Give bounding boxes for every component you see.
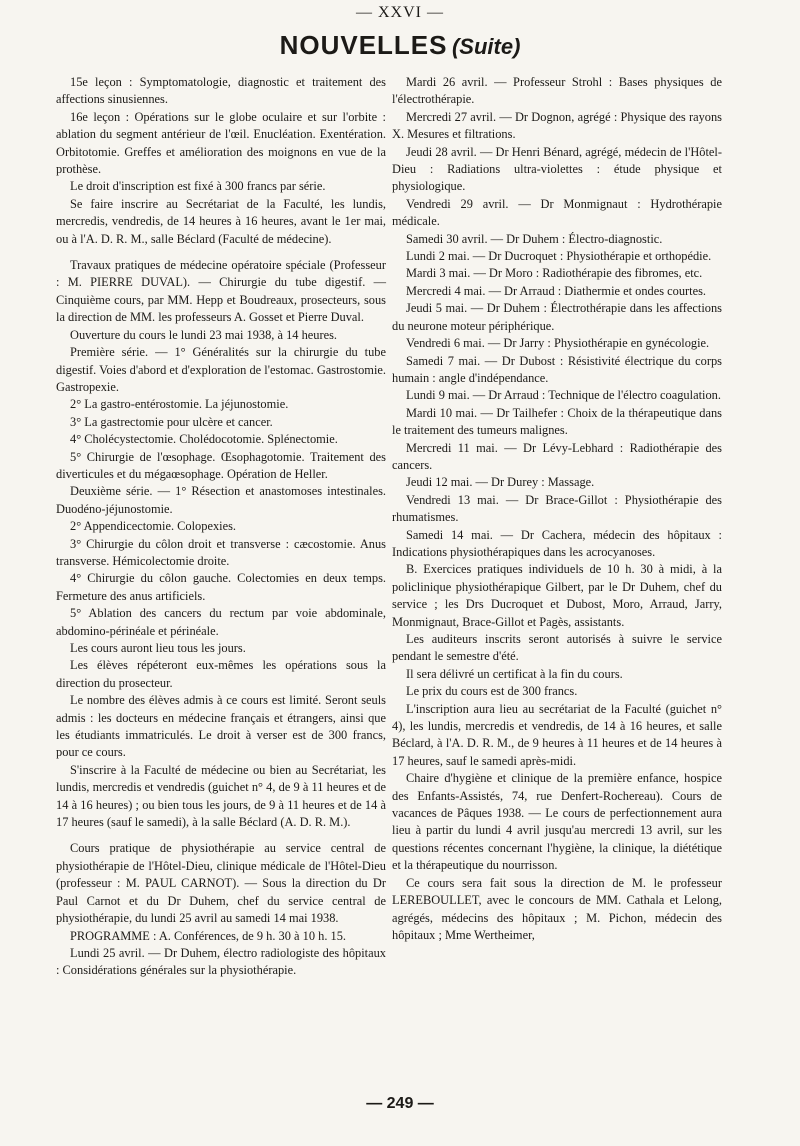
paragraph: Vendredi 29 avril. — Dr Monmignaut : Hydrothérapie médicale.	[392, 196, 722, 229]
paragraph: 2° La gastro-entérostomie. La jéjunostomie.	[70, 397, 289, 412]
paragraph: 5° Ablation des cancers du rectum par voie abdominale, abdomino-périnéale et périnéale.	[56, 606, 386, 638]
paragraph: Le droit d'inscription est fixé à 300 francs par série.	[70, 179, 326, 194]
paragraph: Samedi 30 avril. — Dr Duhem : Électro-diagnostic.	[406, 231, 663, 246]
paragraph: Le prix du cours est de 300 francs.	[406, 684, 578, 699]
paragraph: Le nombre des élèves admis à ce cours est limité. Seront seuls admis : les docteurs en médecine français et étrangers, ainsi que les étudiants immatriculés. Le droit à verser est de 300 francs, pour ce cours.	[56, 693, 386, 760]
page-title: NOUVELLES	[279, 30, 448, 60]
paragraph: 4° Cholécystectomie. Cholédocotomie. Splénectomie.	[70, 432, 338, 447]
paragraph: Il sera délivré un certificat à la fin du cours.	[406, 666, 623, 681]
paragraph: Samedi 7 mai. — Dr Dubost : Résistivité électrique du corps humain : angle d'indépendance.	[392, 353, 722, 385]
paragraph: Deuxième série. — 1° Résection et anastomoses intestinales. Duodéno-jéjunostomie.	[56, 484, 386, 516]
paragraph: B. Exercices pratiques individuels de 10 h. 30 à midi, à la policlinique physiothérapique Gilbert, par le Dr Duhem, chef du service ; les Drs Ducroquet et Dubost, Moro, Arraud, Jarry, Monmignaut, Brace-Gillot et Pagès, assistants.	[392, 562, 722, 629]
page-number: — 249 —	[366, 1095, 434, 1112]
paragraph: Lundi 2 mai. — Dr Ducroquet : Physiothérapie et orthopédie.	[406, 249, 712, 264]
section-heading-paragraph: Travaux pratiques de médecine opératoire spéciale (Professeur : M. PIERRE DUVAL). — Chirurgie du tube digestif. — Cinquième cours, par MM. Hepp et Boudreaux, prosecteurs, sous la direction de MM. les professeurs A. Gosset et Pierre Duval.	[56, 258, 386, 325]
paragraph: Mardi 26 avril. — Professeur Strohl : Bases physiques de l'électrothérapie.	[392, 75, 722, 107]
paragraph: Les élèves répéteront eux-mêmes les opérations sous la direction du prosecteur.	[56, 658, 386, 690]
paragraph: Mardi 10 mai. — Dr Tailhefer : Choix de la thérapeutique dans le traitement des tumeurs malignes.	[392, 405, 722, 438]
paragraph: Jeudi 28 avril. — Dr Henri Bénard, agrégé, médecin de l'Hôtel-Dieu : Radiations ultra-violettes : étude physique et physiologique.	[392, 144, 722, 194]
roman-page-number: — XXVI —	[356, 4, 444, 21]
paragraph: 16e leçon : Opérations sur le globe oculaire et sur l'orbite : ablation du segment antérieur de l'œil. Enucléation. Exentération. Orbitotomie. Greffes et amélioration des moignons en vue de la prothèse.	[56, 109, 386, 177]
paragraph: Mardi 3 mai. — Dr Moro : Radiothérapie des fibromes, etc.	[406, 266, 703, 281]
paragraph: Mercredi 4 mai. — Dr Arraud : Diathermie et ondes courtes.	[406, 283, 707, 298]
paragraph: Première série. — 1° Généralités sur la chirurgie du tube digestif. Voies d'abord et d'exploration de l'estomac. Gastrostomie. Gastropexie.	[56, 345, 386, 394]
paragraph: Les cours auront lieu tous les jours.	[70, 641, 246, 655]
paragraph: Mercredi 11 mai. — Dr Lévy-Lebhard : Radiothérapie des cancers.	[392, 440, 722, 472]
paragraph: 3° Chirurgie du côlon droit et transverse : cæcostomie. Anus transverse. Hémicolectomie droite.	[56, 536, 386, 568]
paragraph: Mercredi 27 avril. — Dr Dognon, agrégé : Physique des rayons X. Mesures et filtrations.	[392, 109, 722, 142]
paragraph: 4° Chirurgie du côlon gauche. Colectomies en deux temps. Fermeture des anus artificiels.	[56, 571, 386, 603]
paragraph: Jeudi 5 mai. — Dr Duhem : Électrothérapie dans les affections du neurone moteur périphérique.	[392, 301, 722, 333]
section-heading-paragraph: Cours pratique de physiothérapie au service central de physiothérapie de l'Hôtel-Dieu, clinique médicale de l'Hôtel-Dieu (professeur : M. PAUL CARNOT). — Sous la direction du Dr Paul Carnot et du Dr Duhem, chef du service central de physiothérapie, du lundi 25 avril au samedi 14 mai 1938.	[56, 841, 386, 926]
left-column	[56, 74, 386, 980]
right-column	[392, 74, 722, 944]
paragraph: Lundi 9 mai. — Dr Arraud : Technique de l'électro coagulation.	[406, 388, 721, 403]
paragraph: 15e leçon : Symptomatologie, diagnostic et traitement des affections sinusiennes.	[56, 75, 386, 107]
paragraph: PROGRAMME : A. Conférences, de 9 h. 30 à 10 h. 15.	[70, 928, 347, 943]
paragraph: L'inscription aura lieu au secrétariat de la Faculté (guichet n° 4), les lundis, mercredis et vendredis, de 14 à 16 heures, et salle Béclard, à l'A. D. R. M., de 9 heures à 11 heures et de 14 heures à 17 heures, sauf le samedi après-midi.	[392, 701, 722, 768]
page-header	[0, 30, 800, 61]
paragraph: S'inscrire à la Faculté de médecine ou bien au Secrétariat, les lundis, mercredis et vendredis (guichet n° 4, de 9 à 11 heures et de 14 à 16 heures) ; ou bien tous les jours, de 9 à 11 heures et de 14 à 17 heures (sauf le samedi), à la salle Béclard (A. D. R. M.).	[56, 762, 386, 830]
section-heading-paragraph: Chaire d'hygiène et clinique de la première enfance, hospice des Enfants-Assistés, 74, rue Denfert-Rochereau). Cours de vacances de Pâques 1938. — Le cours de perfectionnement aura lieu à partir du lundi 4 avril jusqu'au mercredi 13 avril, sur les questions récentes concernant l'hygiène, la clinique, la diététique et la thérapeutique du nourrisson.	[392, 771, 722, 873]
paragraph: Ce cours sera fait sous la direction de M. le professeur LEREBOULLET, avec le concours de MM. Cathala et Lelong, agrégés, médecins des hôpitaux ; M. Pichon, médecin des hôpitaux ; Mme Wertheimer,	[392, 875, 722, 942]
paragraph: Samedi 14 mai. — Dr Cachera, médecin des hôpitaux : Indications physiothérapiques dans les acrocyanoses.	[392, 527, 722, 559]
paragraph: Vendredi 13 mai. — Dr Brace-Gillot : Physiothérapie des rhumatismes.	[392, 492, 722, 525]
paragraph: 3° La gastrectomie pour ulcère et cancer.	[70, 414, 273, 429]
paragraph: Jeudi 12 mai. — Dr Durey : Massage.	[406, 475, 595, 490]
paragraph: Lundi 25 avril. — Dr Duhem, électro radiologiste des hôpitaux : Considérations générales sur la physiothérapie.	[56, 945, 386, 978]
paragraph: 5° Chirurgie de l'œsophage. Œsophagotomie. Traitement des diverticules et du mégaœsophage. Opération de Heller.	[56, 449, 386, 481]
paragraph: Vendredi 6 mai. — Dr Jarry : Physiothérapie en gynécologie.	[406, 336, 710, 351]
paragraph: Les auditeurs inscrits seront autorisés à suivre le service pendant le semestre d'été.	[392, 632, 722, 664]
paragraph: 2° Appendicectomie. Colopexies.	[70, 519, 236, 534]
page-title-suffix: (Suite)	[451, 34, 521, 59]
paragraph: Se faire inscrire au Secrétariat de la Faculté, les lundis, mercredis, vendredis, de 14 heures à 16 heures, avant le 1er mai, ou à l'A. D. R. M., salle Béclard (Faculté de médecine).	[56, 196, 386, 246]
paragraph: Ouverture du cours le lundi 23 mai 1938, à 14 heures.	[70, 327, 338, 342]
